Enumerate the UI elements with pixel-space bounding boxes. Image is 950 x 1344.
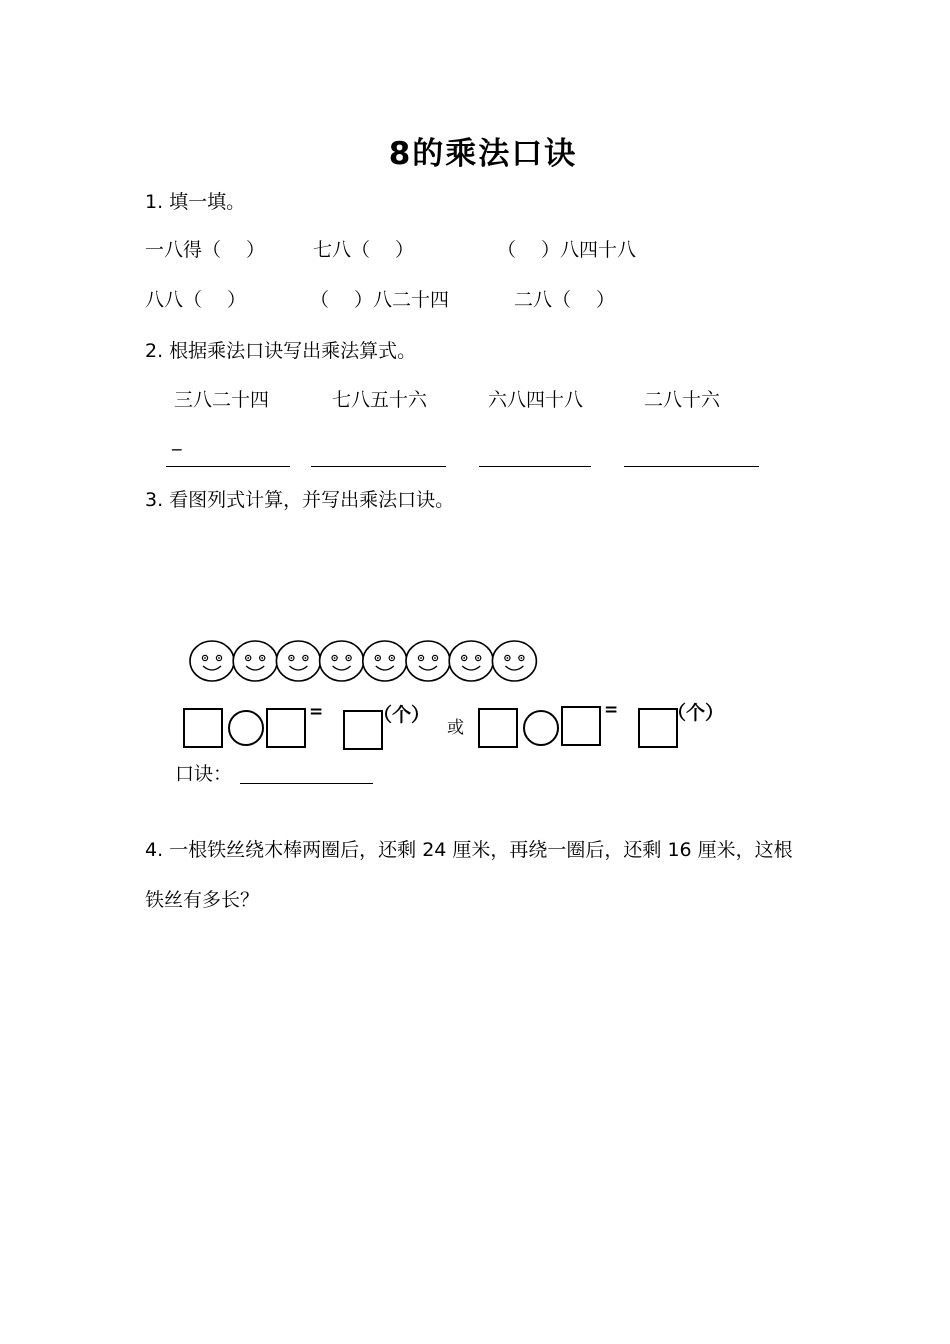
q1-item: 一八得（ ） (145, 239, 266, 261)
smiley-face-icon (276, 641, 320, 681)
q3-label: 3. 看图列式计算，并写出乘法口诀。 (145, 489, 455, 511)
operator-circle[interactable] (523, 710, 559, 746)
q2-item: 三八二十四 (174, 389, 270, 411)
q1-item: 七八（ ） (313, 239, 415, 261)
q1-item: （ ）八二十四 (310, 289, 450, 311)
or-label: 或 (447, 718, 464, 738)
answer-box[interactable] (183, 708, 223, 748)
answer-box[interactable] (266, 708, 306, 748)
q2-item: 二八十六 (644, 389, 721, 411)
answer-box[interactable] (478, 708, 518, 748)
q1-label: 1. 填一填。 (145, 191, 246, 213)
smiley-face-icon (492, 641, 536, 681)
operator-circle[interactable] (228, 710, 264, 746)
q4-text: 4. 一根铁丝绕木棒两圈后，还剩 24 厘米，再绕一圈后，还剩 16 厘米，这根铁丝有多长？ (145, 839, 793, 911)
equals-sign: = (309, 702, 324, 722)
smiley-face-icon (363, 641, 407, 681)
equals-sign: = (604, 700, 619, 720)
q1-item: 二八（ ） (514, 289, 616, 311)
answer-line[interactable] (240, 783, 373, 784)
q2-item: 七八五十六 (332, 389, 428, 411)
page-title: 8的乘法口诀 (388, 136, 578, 172)
q2-label: 2. 根据乘法口诀写出乘法算式。 (145, 340, 417, 362)
smiley-face-icon (320, 641, 364, 681)
smiley-face-icon (190, 641, 234, 681)
q2-item: 六八四十八 (488, 389, 584, 411)
smiley-face-icon (406, 641, 450, 681)
stray-mark: _ (172, 429, 182, 451)
smiley-face-icon (449, 641, 493, 681)
unit-label: （个） (667, 702, 725, 724)
q1-item: （ ）八四十八 (497, 239, 637, 261)
q1-item: 八八（ ） (145, 289, 247, 311)
smiley-face-icon (233, 641, 277, 681)
unit-label: （个） (373, 704, 431, 726)
formula-label: 口诀： (175, 763, 233, 785)
answer-box[interactable] (561, 706, 601, 746)
